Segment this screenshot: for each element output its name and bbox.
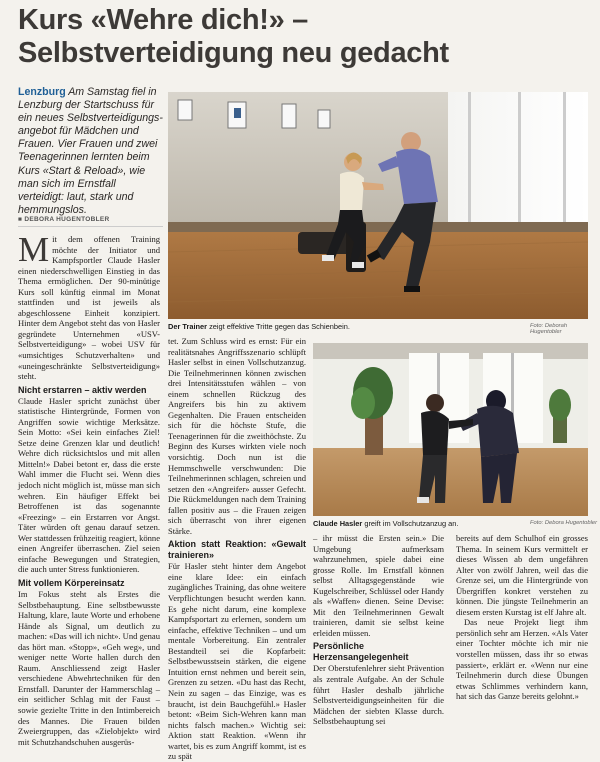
col3-paragraph-2: Der Oberstufenlehrer sieht Prävention als zentrale Aufgabe. An der Schule führt Hasler deshalb jährliche Selbstverteidigungseinheiten für die Mädchen der siebten Klasse durch. Selbstbehauptung sei (313, 663, 444, 727)
subheading-aktion-statt-reaktion: Aktion statt Reaktion: «Gewalt trainieren» (168, 539, 306, 561)
article-column-2 (168, 336, 306, 762)
article-column-1 (18, 230, 160, 747)
article-column-4 (456, 533, 588, 702)
headline-line-1: Kurs «Wehre dich!» – (18, 4, 309, 36)
headline (18, 4, 588, 70)
subheading-koerpereinsatz: Mit vollem Körpereinsatz (18, 577, 125, 588)
photo-protective-suit (313, 343, 588, 516)
photo-trainer-kick-image (168, 92, 588, 319)
photo2-caption-bold: Claude Hasler (313, 519, 363, 528)
photo2-credit: Foto: Debora Hugentobler (530, 520, 598, 526)
dropcap: M (18, 230, 50, 269)
col3-paragraph-1: – ihr müsst die Ersten sein.» Die Umgebung aufmerksam wahrzunehmen, spiele dabei eine grosse Rolle. Im Ernstfall können selbst Alltagsgegenstände wie Kugelschreiber, Schlüssel oder Handy als «Waffen» dienen. Seine Devise: Mit den Teilnehmerinnen Gewalt trainieren, damit sie selbst keine erleiden müssen. (313, 533, 444, 638)
photo1-caption (168, 322, 350, 331)
photo2-caption (313, 519, 458, 528)
subheading-nicht-erstarren: Nicht erstarren – aktiv werden (18, 384, 147, 395)
col2-paragraph-2: Für Hasler steht hinter dem Angebot eine klare Idee: ein einfach zugängliches Training, das ohne weitere Verpflichtungen besucht werden kann. Es gehe nicht darum, eine komplexe Kampfsportart zu erlernen, sondern um einfache, effektive Techniken – und um mentale Vorbereitung. Ein zentraler Bestandteil sei die Kopfarbeit: Selbstbewusstsein stärken, die eigene Intuition ernst nehmen und bereit sein, Grenzen zu setzen. «Du hast das Recht, Nein zu sagen – das Einzige, was es braucht, ist dein Bauchgefühl.» Hasler betont: «Beim Sich-Wehren kann man nichts falsch machen.» Wichtig sei: Aktion statt Reaktion. «Wenn ihr wartet, bis es zum Angriff kommt, ist es zu spät (168, 561, 306, 762)
col4-paragraph-2: Das neue Projekt liegt ihm persönlich sehr am Herzen. «Als Vater einer Tochter möchte ich mir nie vorstellen müssen, dass ihr so etwas passiert», erklärt er. «Wenn nur eine Teilnehmerin durch diese Übungen etwas Schlimmes verhindern kann, hat sich das Ganze bereits gelohnt.» (456, 617, 588, 702)
photo2-caption-rest: greift im Vollschutzanzug an. (362, 519, 459, 528)
headline-line-2: Selbstverteidigung neu gedacht (18, 37, 449, 69)
col1-paragraph-1 (18, 230, 160, 382)
photo1-caption-rest: zeigt effektive Tritte gegen das Schienbein. (207, 322, 350, 331)
lead-body: Am Samstag fiel in Lenzburg der Startschuss für ein neues Selbstverteidigungsangebot für Mädchen und Frauen. Vier Frauen und zwei Teenagerinnen lernten beim Kurs «Start & Reload», wie man sich im Ernstfall verteidigt: laut, stark und hemmungslos. (18, 86, 163, 216)
subheading-herzensangelegenheit: Persönliche Herzensangelegenheit (313, 641, 409, 663)
lead-text (18, 86, 164, 217)
photo-trainer-kick (168, 92, 588, 319)
photo-protective-suit-image (313, 343, 588, 516)
col1-paragraph-3: Im Fokus steht als Erstes die Selbstbehauptung. Eine selbstbewusste Haltung, klare, laute Worte und erhobene Hände als Signal, um deutlich zu machen: «Das will ich nicht». Und genau das hört man. «Stopp», «Geh weg», und weniger nette Worte hallen durch den Raum. Anschliessend zeigt Hasler verschiedene Abwehrtechniken für den Ernstfall. Darunter der Hammerschlag – ein seitlicher Schlag mit der Faust – sowie gezielte Tritte in den Intimbereich des Mannes. Die Frauen bilden Zweiergruppen, das «Zielobjekt» wird mit Schutzhandschuhen ausgerüs- (18, 588, 160, 747)
photo1-credit: Foto: Deborah Hugentobler (530, 323, 568, 335)
byline-divider (18, 226, 163, 227)
col1-paragraph-2: Claude Hasler spricht zunächst über statistische Hintergründe, Formen von Angriffen sowie wichtige Merksätze. Sein Motto: «Sei kein einfaches Ziel! Setze deine Grenzen klar und deutlich! Wehre dich rücksichtslos und mit allen Mitteln!» Dabei betont er, dass die erste Wahl immer die Flucht sei. Wenn dies jedoch nicht möglich ist, müsse man sich wehren. Ein häufiger Effekt bei Betroffenen ist das sogenannte «Freezing» – ein Erstarren vor Angst. Täter würden oft genau darauf setzen. Wer stattdessen frühzeitig reagiert, könne einen Angreifer überraschen. Ziel seien einfache Bewegungen und Strategien, die auch unter Stress funktionieren. (18, 395, 160, 575)
lead-place: Lenzburg (18, 86, 66, 98)
photo1-caption-bold: Der Trainer (168, 322, 208, 331)
col4-paragraph-1: bereits auf dem Schulhof ein grosses Thema. In seinem Kurs vermittelt er dieses Wissen ab dem ungefähren Alter von zwölf Jahren, weil das die Grenze sei, um die Hintergründe von Übergriffen konkret verstehen zu können. Die jüngste Teilnehmerin an diesem ersten Kurstag ist elf Jahre alt. (456, 533, 588, 617)
author-name: DEBORA HUGENTOBLER (24, 216, 110, 223)
article-column-3 (313, 533, 444, 727)
col2-paragraph-1: tet. Zum Schluss wird es ernst: Für ein realitätsnahes Angriffsszenario schlüpft Hasler selbst in einen Vollschutzanzug. Die Teilnehmerinnen können zwischen drei Intensitätsstufen wählen – von einem schnellen Rückzug des Angreifers bis hin zu aktivem Gegenhalten. Die Frauen entscheiden sich für die höchste Stufe, die Teenagerinnen für die zweithöchste. Zu Beginn des Kurses wirkten viele noch vorsichtig. Doch nun ist die Hemmschwelle verschwunden: Die Teilnehmerinnen schlagen, schreien und setzen den «Angreifer» ausser Gefecht. Die Rückmeldungen nach dem Training fallen positiv aus – die Frauen zeigen sich überrascht von ihrer eigenen Stärke. (168, 336, 306, 536)
col1-p1-text: it dem offenen Training möchte der Initiator und Kampfsportler Claude Hasler einen niederschwelligen Einstieg in das Thema ermöglichen. Der 90-minütige Kurs soll künftig einmal im Monat stattfinden und ist jeweils als abgeschlossene Einheit konzipiert. Hinter dem Angebot steht das von Hasler gegründete Unternehmen «USV-Selbstverteidigung» – wobei USV für «umsichtiges Schutzverhalten» und «uneingeschränkte Selbstverteidigung» steht. (18, 234, 160, 382)
author-byline: ■ DEBORA HUGENTOBLER (18, 216, 110, 223)
